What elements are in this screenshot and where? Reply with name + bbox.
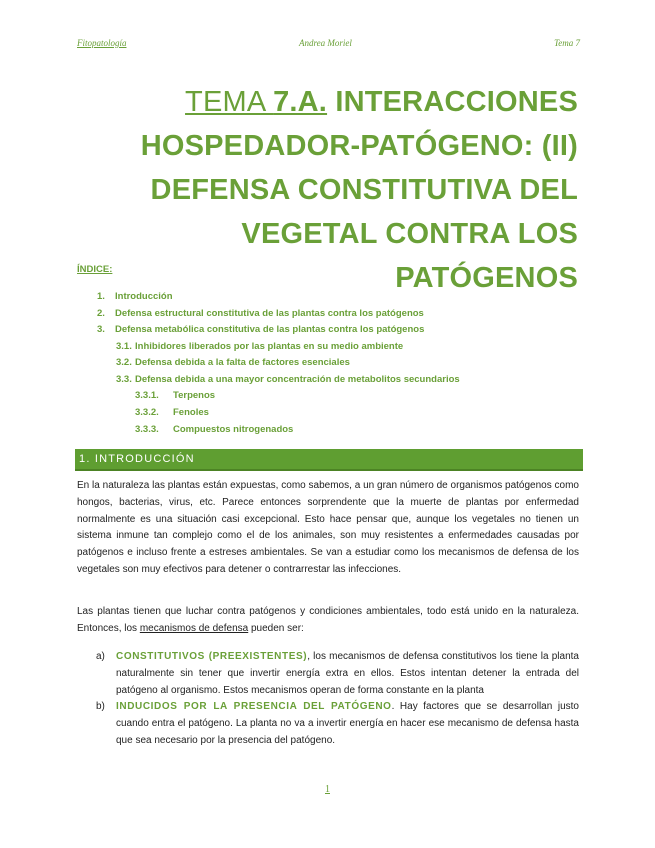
- toc-item[interactable]: [97, 308, 424, 319]
- toc-item-text: Defensa estructural constitutiva de las plantas contra los patógenos: [115, 308, 424, 319]
- title-number: 7.A.: [273, 86, 328, 118]
- title-tema: TEMA: [185, 86, 274, 118]
- constitutive-text: , los mecanismos de defensa constitutivos los tiene la planta naturalmente sin tener que invertir energía extra en ellos. Estos intentan detener la entrada del patógeno al organismo. Estos mecanismos operan de forma constante en la planta: [116, 651, 579, 696]
- toc-item-number: 3.3.1.: [135, 390, 159, 401]
- toc-item-text: Compuestos nitrogenados: [173, 424, 294, 435]
- induced-term: INDUCIDOS POR LA PRESENCIA DEL PATÓGENO: [116, 701, 392, 712]
- toc-item[interactable]: [116, 341, 403, 352]
- toc-item-text: Defensa debida a la falta de factores esenciales: [135, 357, 350, 368]
- toc-item[interactable]: [97, 291, 173, 302]
- toc-item-text: Inhibidores liberados por las plantas en su medio ambiente: [135, 341, 404, 352]
- page-number: 1: [325, 784, 330, 795]
- induced-text: . Hay factores que se desarrollan justo cuando entra el patógeno. La planta no va a invertir energía en hacer ese mecanismo de defensa hasta que sea necesario por la presencia del patógeno.: [116, 701, 579, 746]
- header-author: Andrea Moriel: [299, 38, 352, 48]
- section-heading: 1. INTRODUCCIÓN: [79, 453, 195, 465]
- toc-item-text: Terpenos: [173, 390, 216, 401]
- section-heading-bar: [75, 449, 583, 471]
- mechanisms-paragraph: [77, 604, 579, 638]
- toc-item-number: 3.1.: [116, 341, 132, 352]
- toc-item-number: 3.3.3.: [135, 424, 159, 435]
- toc-item[interactable]: [135, 424, 293, 435]
- toc-item-text: Introducción: [115, 291, 173, 302]
- toc-item-text: Fenoles: [173, 407, 209, 418]
- mechanisms-term: mecanismos de defensa: [139, 622, 249, 634]
- toc-item-text: Defensa metabólica constitutiva de las plantas contra los patógenos: [115, 324, 425, 335]
- list-marker: a): [96, 651, 105, 662]
- header-subject[interactable]: Fitopatología: [77, 38, 127, 48]
- toc-item[interactable]: [116, 374, 460, 385]
- toc-item-number: 3.3.2.: [135, 407, 159, 418]
- intro-paragraph: En la naturaleza las plantas están expuestas, como sabemos, a un gran número de organismos patógenos como hongos, bacterias, virus, etc. Parece entonces sorprendente que la muerte de plantas por enfermedad normalmente es una situación casi excepcional. Esto hace pensar que, aunque los vegetales no tienen un sistema inmune tan complejo como el de los animales, son muy resistentes a enfermedades causadas por patógenos e incluso frente a estreses ambientales. Se van a estudiar como los mecanismos de defensa de los vegetales son muy efectivos para detener o contrarrestar las infecciones.: [77, 480, 579, 575]
- title-line-1-rest: INTERACCIONES: [327, 86, 578, 118]
- index-label: ÍNDICE:: [77, 264, 113, 275]
- toc-item-number: 3.: [97, 324, 105, 335]
- title-line-2: HOSPEDADOR-PATÓGENO: (II): [140, 130, 578, 162]
- title-line-3: DEFENSA CONSTITUTIVA DEL: [150, 174, 578, 206]
- list-marker: b): [96, 701, 105, 712]
- toc-item-number: 1.: [97, 291, 105, 302]
- toc-item-text: Defensa debida a una mayor concentración de metabolitos secundarios: [135, 374, 460, 385]
- mechanisms-text-a: Las plantas tienen que luchar contra patógenos y condiciones ambientales, todo está unido en la naturaleza. Entonces, los: [77, 606, 579, 634]
- toc-item-number: 3.2.: [116, 357, 132, 368]
- toc-item-number: 2.: [97, 308, 105, 319]
- constitutive-term: CONSTITUTIVOS (PREEXISTENTES): [116, 651, 308, 662]
- title-line-4: VEGETAL CONTRA LOS PATÓGENOS: [241, 218, 578, 294]
- header-topic: Tema 7: [554, 38, 580, 48]
- list-item-text: [116, 649, 579, 699]
- toc-item[interactable]: [116, 357, 350, 368]
- toc-item[interactable]: [97, 324, 424, 335]
- toc-item[interactable]: [135, 390, 215, 401]
- page-header: [77, 38, 580, 52]
- toc-item-number: 3.3.: [116, 374, 132, 385]
- toc-item[interactable]: [135, 407, 209, 418]
- document-title: [58, 80, 578, 300]
- mechanisms-text-b: pueden ser:: [248, 622, 304, 634]
- title-line-1: [58, 80, 578, 124]
- list-item-text: [116, 699, 579, 749]
